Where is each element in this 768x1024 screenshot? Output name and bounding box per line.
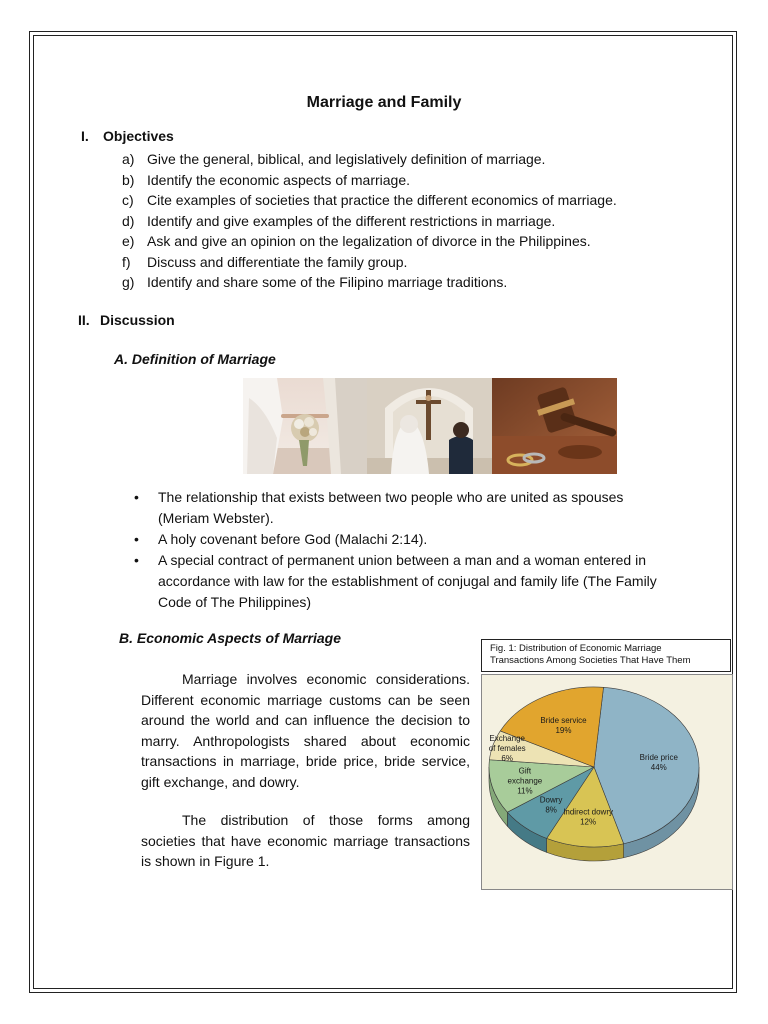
page-title: Marriage and Family: [306, 94, 462, 111]
item-letter: c): [122, 192, 134, 208]
slice-gift-exchange-label: Gift: [518, 766, 532, 776]
marriage-photo-strip: [243, 378, 617, 474]
item-text: Identify and give examples of the different restrictions in marriage.: [147, 212, 556, 229]
list-item: [122, 190, 617, 211]
section-title: Discussion: [100, 312, 175, 328]
list-item: [122, 170, 617, 191]
list-item: [122, 272, 617, 293]
list-item: • A holy covenant before God (Malachi 2:14).: [134, 529, 674, 550]
item-text: Cite examples of societies that practice the different economics of marriage.: [147, 192, 617, 208]
section-number: II.: [78, 312, 90, 328]
slice-bride-service-label: Bride service: [540, 716, 587, 725]
slice-bride-price-label: Bride price: [639, 753, 678, 763]
figure-caption: [481, 639, 731, 672]
slice-dowry-label: 8%: [545, 805, 557, 815]
subsection-a-heading: A. Definition of Marriage: [114, 351, 276, 367]
list-item: • A special contract of permanent union between a man and a woman entered in accordance with law for the establishment of conjugal and family life (The Family Code of The Philippines): [134, 550, 674, 613]
item-text: Discuss and differentiate the family group.: [147, 253, 408, 270]
slice-indirect-dowry-label: 12%: [580, 817, 597, 827]
caption-line: Transactions Among Societies That Have Them: [490, 655, 691, 666]
slice-bride-price-label: 44%: [650, 763, 667, 773]
slice-bride-service-label: 19%: [555, 726, 572, 735]
caption-line: Fig. 1: Distribution of Economic Marriage: [490, 643, 662, 654]
list-item: [122, 149, 617, 170]
subsection-b-heading: B. Economic Aspects of Marriage: [119, 630, 341, 646]
list-item: • The relationship that exists between two people who are united as spouses (Meriam Webster).: [134, 487, 674, 529]
list-item: [122, 231, 617, 252]
item-text: Identify the economic aspects of marriage.: [147, 171, 411, 188]
pie-chart: [481, 674, 733, 890]
section-discussion-heading: [78, 312, 175, 328]
slice-gift-exchange-label: exchange: [507, 776, 543, 786]
section-objectives-heading: [81, 128, 174, 144]
objectives-list: [122, 149, 617, 293]
couple-holding-hands-photo: [243, 378, 367, 474]
slice-dowry-label: Dowry: [539, 795, 563, 805]
slice-exchange-of-females-label: 6%: [501, 754, 513, 763]
item-letter: a): [122, 151, 135, 167]
list-item: [122, 252, 617, 273]
definition-bullets: [134, 487, 674, 613]
item-letter: e): [122, 233, 135, 249]
church-wedding-photo: [367, 378, 492, 474]
item-letter: g): [122, 274, 135, 290]
item-text: Ask and give an opinion on the legalization of divorce in the Philippines.: [147, 233, 591, 249]
list-item: [122, 211, 617, 232]
slice-exchange-of-females-label: of females: [488, 744, 526, 753]
economic-paragraph-1: Marriage involves economic considerations. Different economic marriage customs can be seen around the world and can influence the decision to marry. Anthropologists shared about economic transactions in marriage, bride price, bride service, gift exchange, and dowry.: [141, 671, 470, 790]
item-letter: d): [122, 212, 135, 229]
item-text: Identify and share some of the Filipino marriage traditions.: [147, 274, 508, 290]
section-number: I.: [81, 128, 89, 144]
economic-paragraph-2: The distribution of those forms among societies that have economic marriage transactions is shown in Figure 1.: [141, 812, 470, 869]
slice-exchange-of-females-label: Exchange: [489, 734, 525, 743]
item-letter: f): [122, 253, 131, 270]
pie-chart-svg: [482, 675, 734, 891]
item-text: Give the general, biblical, and legislatively definition of marriage.: [147, 151, 546, 167]
slice-gift-exchange-label: 11%: [517, 786, 533, 796]
slice-indirect-dowry-label: Indirect dowry: [563, 807, 613, 817]
gavel-and-rings-photo: [492, 378, 617, 474]
section-title: Objectives: [103, 128, 174, 144]
item-letter: b): [122, 171, 135, 188]
